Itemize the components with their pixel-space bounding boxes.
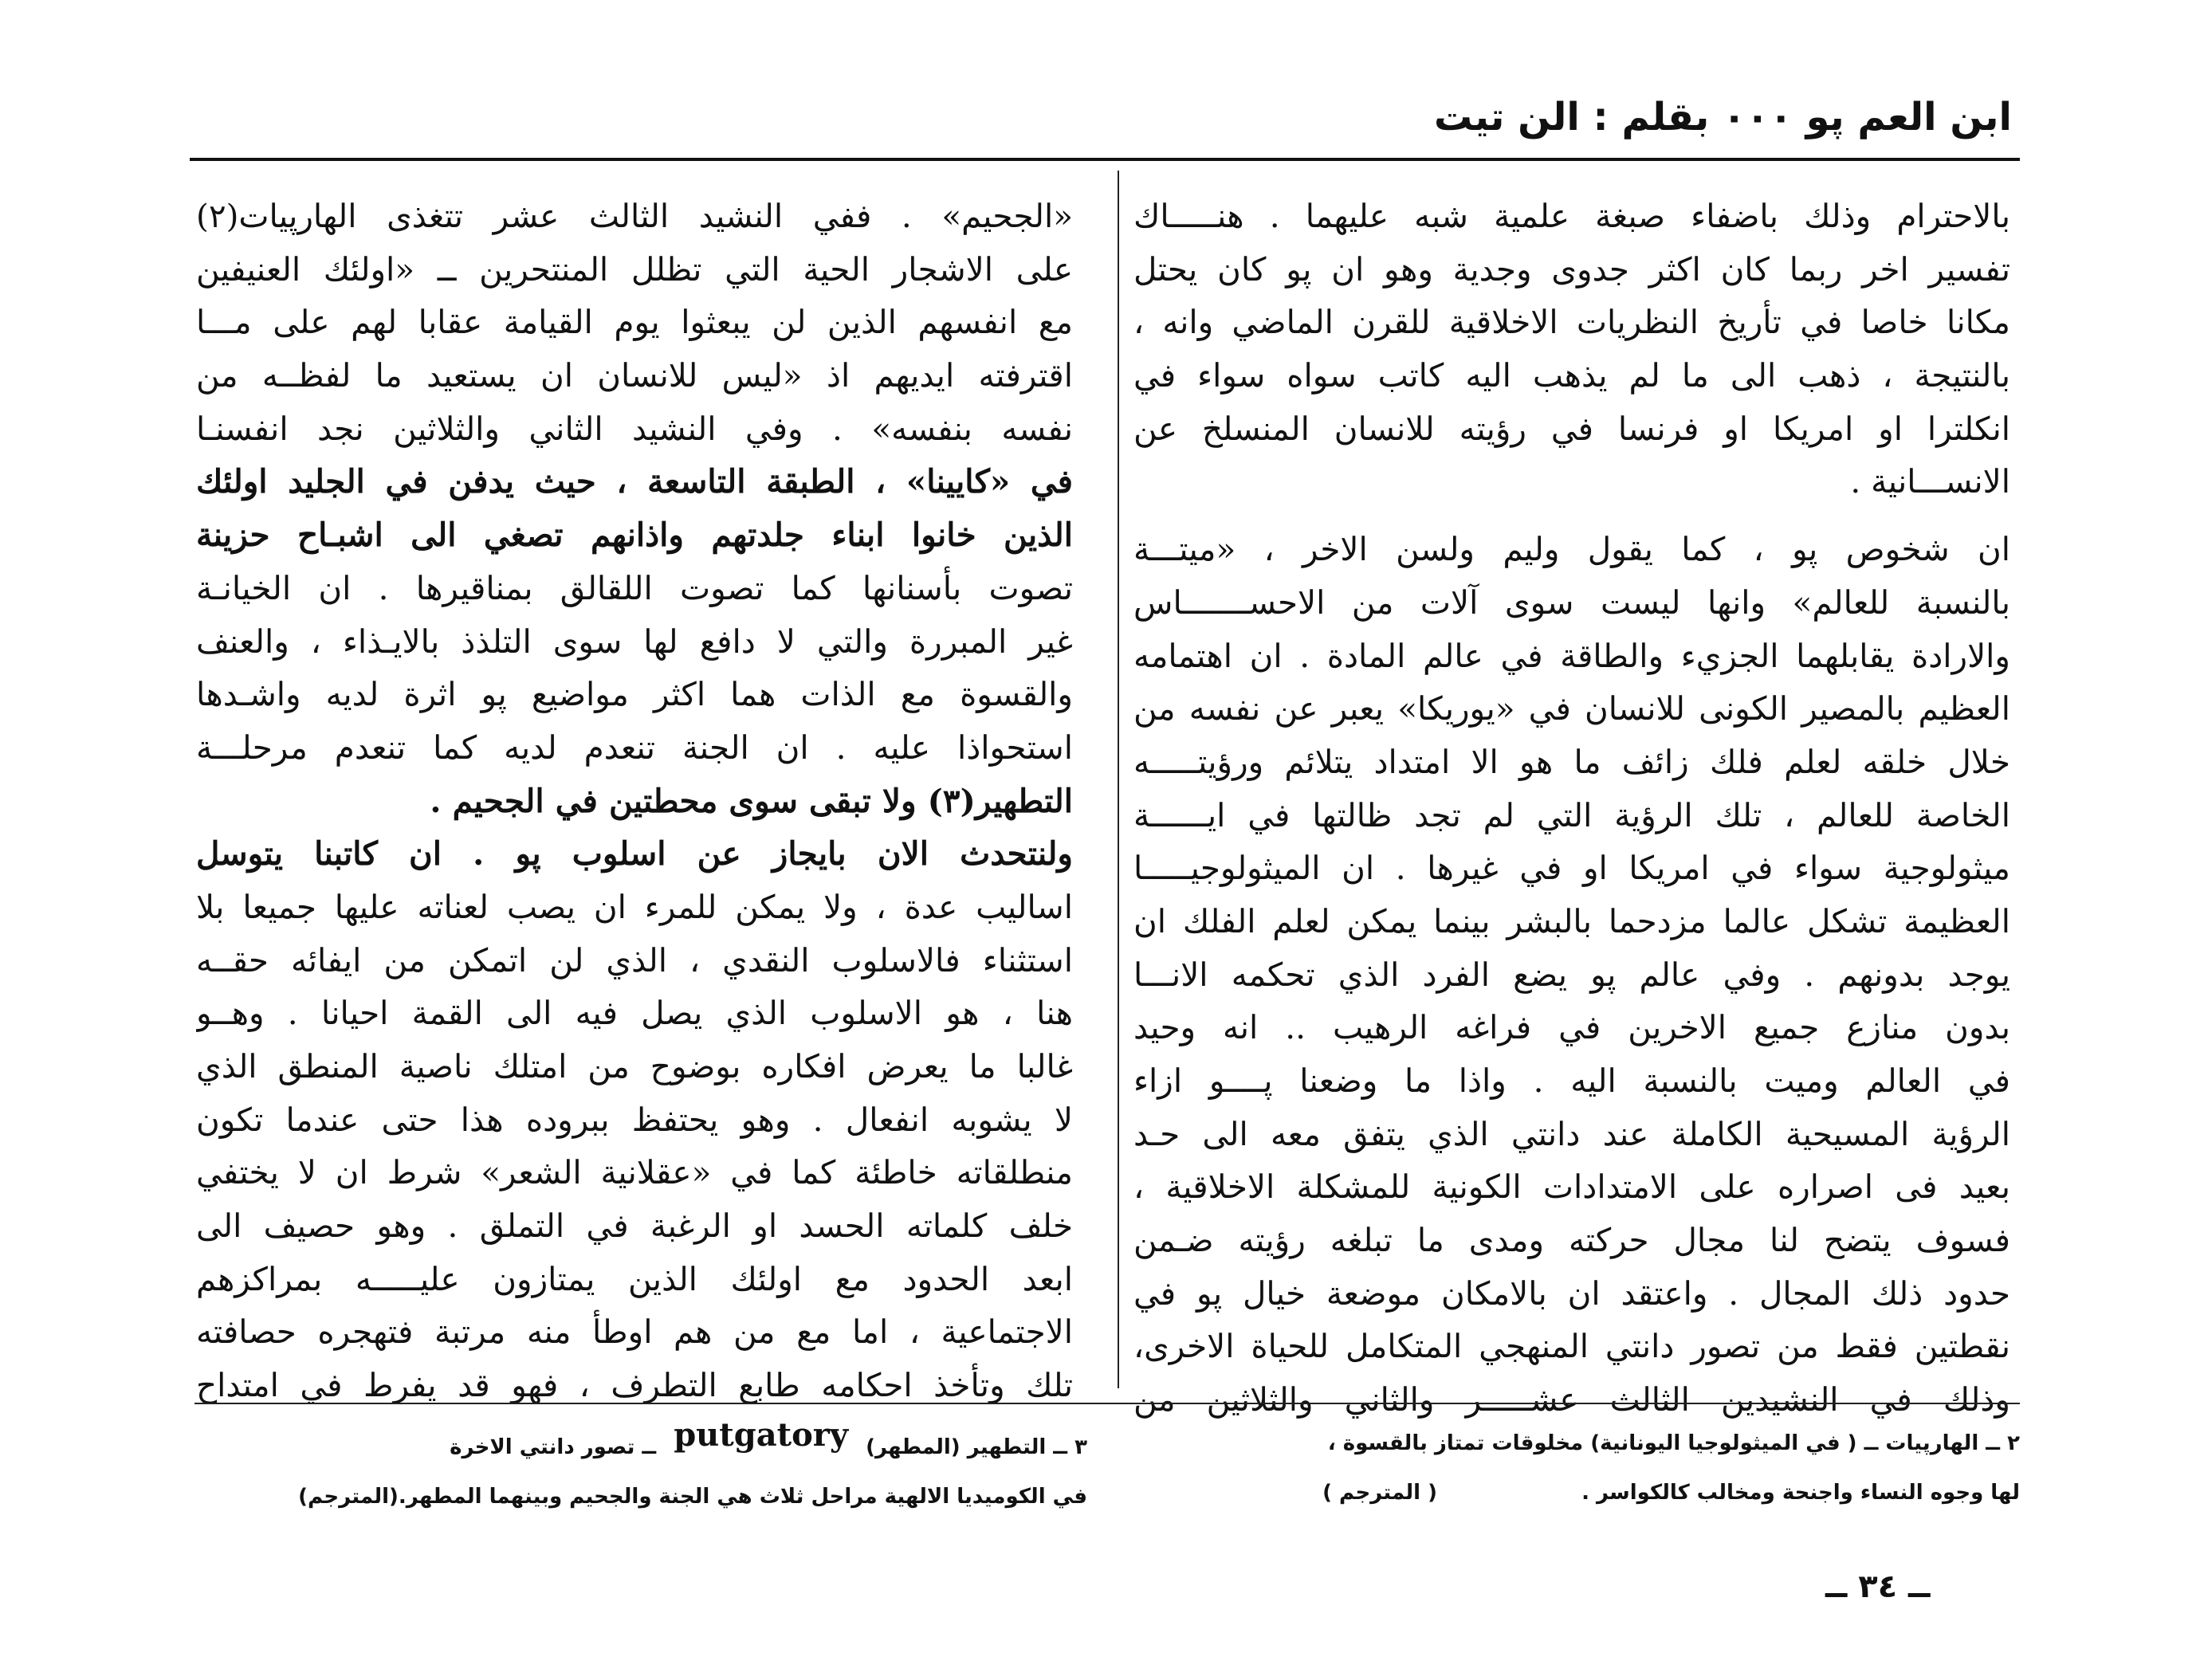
footnote-line: ٢ ــ الهارپيات ــ ( في الميثولوجيا اليونانية) مخلوقات تمتاز بالقسوة ، bbox=[1327, 1431, 2020, 1455]
text-line: والقسوة مع الذات هما اكثر مواضيع پو اثرة لديه واشـدها bbox=[196, 675, 1073, 714]
text-line: الاجتماعية ، اما مع من هم اوطأ منه مرتبة فتهجره حصافته bbox=[196, 1313, 1073, 1352]
text-line: اقترفته ايديهم اذ «ليس للانسان ان يستعيد ما لفظــه من bbox=[196, 356, 1073, 395]
text-line: الرؤية المسيحية الكاملة عند دانتي الذي يتفق معه الى حـد bbox=[1133, 1114, 2010, 1153]
text-line: «الجحيم» . ففي النشيد الثالث عشر تتغذى الهارپيات(٢) bbox=[196, 197, 1073, 235]
text-line: وذلك في النشيدين الثالث عشـــــر والثاني والثلاثين من bbox=[1133, 1380, 2010, 1419]
text-line: والارادة يقابلهما الجزيء والطاقة في عالم المادة . ان اهتمامه bbox=[1133, 636, 2010, 675]
text-line: بالنتيجة ، ذهب الى ما لم يذهب اليه كاتب سواه سواء في bbox=[1133, 356, 2010, 395]
text-line: لا يشوبه انفعال . وهو يحتفظ ببروده هذا حتى عندما تكون bbox=[196, 1100, 1073, 1139]
translator-note: ( المترجم ) bbox=[1322, 1481, 1438, 1505]
text-line: ان شخوص پو ، كما يقول وليم ولسن الاخر ، «ميتـــة bbox=[1133, 530, 2010, 569]
text-line: العظيم بالمصير الكونى للانسان في «يوريكا» يعبر عن نفسه من bbox=[1133, 689, 2010, 728]
article-title: ابن العم پو ٠٠٠ بقلم : الن تيت bbox=[1434, 95, 2012, 139]
footnote-line bbox=[1127, 1468, 2020, 1517]
footnotes bbox=[194, 1416, 2020, 1530]
header-rule bbox=[190, 158, 2020, 161]
text-line: نفسه بنفسه» . وفي النشيد الثاني والثلاثين نجد انفسنـا bbox=[196, 409, 1073, 448]
left-column bbox=[196, 190, 1073, 1412]
text-line: مع انفسهم الذين لن يبعثوا يوم القيامة عقابا لهم على مـــا bbox=[196, 303, 1073, 342]
text-line: نقطتين فقط من تصور دانتي المنهجي المتكامل للحياة الاخرى، bbox=[1133, 1327, 2010, 1366]
text-line: بالاحترام وذلك باضفاء صبغة علمية شبه عليهما . هنـــــاك bbox=[1133, 197, 2010, 235]
text-line: غير المبررة والتي لا دافع لها سوى التلذذ بالايـذاء ، والعنف bbox=[196, 622, 1073, 661]
text-line: الذين خانوا ابناء جلدتهم واذانهم تصغي الى اشبـاح حزينة bbox=[196, 516, 1073, 555]
text-line: تلك وتأخذ احكامه طابع التطرف ، فهو قد يفرط في امتداح bbox=[196, 1366, 1073, 1405]
text-line: العظيمة تشكل عالما مزدحما بالبشر بينما يمكن لعلم الفلك ان bbox=[1133, 901, 2010, 940]
text-line: ميثولوجية سواء في امريكا او في غيرها . ان الميثولوجيـــــا bbox=[1133, 849, 2010, 888]
text-line: ولنتحدث الان بايجاز عن اسلوب پو . ان كاتبنا يتوسل bbox=[196, 834, 1073, 873]
text-line: خلال خلقه لعلم فلك زائف ما هو الا امتداد يتلائم ورؤيتـــــه bbox=[1133, 742, 2010, 781]
text-line: التطهير(٣) ولا تبقى سوى محطتين في الجحيم . bbox=[430, 781, 1073, 820]
text-line: مكانا خاصا في تأريخ النظريات الاخلاقية للقرن الماضي وانه ، bbox=[1133, 303, 2010, 342]
column-divider bbox=[1118, 171, 1119, 1388]
footnote-3 bbox=[194, 1416, 1087, 1521]
text-line: تفسير اخر ربما كان اكثر جدوى وجدية وهو ان پو كان يحتل bbox=[1133, 249, 2010, 289]
footnote-line: في الكوميديا الالهية مراحل ثلاث هي الجنة والجحيم وبينهما المطهر.(المترجم) bbox=[298, 1485, 1087, 1509]
right-column bbox=[1133, 190, 2010, 1427]
text-line: الخاصة للعالم ، تلك الرؤية التي لم تجد ظالتها في ايــــــة bbox=[1133, 795, 2010, 834]
text-line: بعيد فى اصراره على الامتدادات الكونية للمشكلة الاخلاقية ، bbox=[1133, 1168, 2010, 1207]
footnote-text: ــ تصور دانتي الاخرة bbox=[450, 1435, 657, 1459]
footnote-prefix: ٣ ــ التطهير (المطهر) bbox=[866, 1435, 1087, 1459]
text-line: استحواذا عليه . ان الجنة تنعدم لديه كما تنعدم مرحلـــة bbox=[196, 728, 1073, 767]
text-line: اساليب عدة ، ولا يمكن للمرء ان يصب لعناته عليها جميعا بلا bbox=[196, 887, 1073, 926]
text-line: الانســـانية . bbox=[1850, 462, 2010, 501]
text-line: على الاشجار الحية التي تظلل المنتحرين ــ «اولئك العنيفين bbox=[196, 249, 1073, 289]
footnote-rule bbox=[194, 1403, 2020, 1404]
text-line: تصوت بأسنانها كما تصوت اللقالق بمناقيرها . ان الخيانـة bbox=[196, 568, 1073, 607]
text-line: انكلترا او امريكا او فرنسا في رؤيته للانسان المنسلخ عن bbox=[1133, 409, 2010, 448]
text-line: حدود ذلك المجال . واعتقد ان بالامكان موضعة خيال پو في bbox=[1133, 1274, 2010, 1313]
text-line: منطلقاته خاطئة كما في «عقلانية الشعر» شرط ان لا يختفي bbox=[196, 1153, 1073, 1192]
text-line: بدون منازع جميع الاخرين في فراغه الرهيب .. انه وحيد bbox=[1133, 1008, 2010, 1047]
footnote-2 bbox=[1127, 1419, 2020, 1517]
paragraph-gap bbox=[1133, 508, 2010, 523]
footnote-text: لها وجوه النساء واجنحة ومخالب كالكواسر . bbox=[1581, 1481, 2020, 1505]
footnote-line bbox=[194, 1416, 1087, 1472]
page-number: ــ ٣٤ ــ bbox=[1825, 1568, 1931, 1605]
text-line: في «كايينا» ، الطبقة التاسعة ، حيث يدفن في الجليد اولئك bbox=[196, 462, 1073, 501]
text-line: غالبا ما يعرض افكاره بوضوح من امتلك ناصية المنطق الذي bbox=[196, 1047, 1073, 1085]
text-line: ابعد الحدود مع اولئك الذين يمتازون عليـــــه بمراكزهم bbox=[196, 1259, 1073, 1298]
text-line: فسوف يتضح لنا مجال حركته ومدى ما تبلغه رؤيته ضـمن bbox=[1133, 1221, 2010, 1260]
text-line: خلف كلماته الحسد او الرغبة في التملق . وهو حصيف الى bbox=[196, 1207, 1073, 1246]
text-line: بالنسبة للعالم» وانها ليست سوى آلات من الاحســـــــاس bbox=[1133, 583, 2010, 622]
text-line: في العالم وميت بالنسبة اليه . واذا ما وضعنا پــــو ازاء bbox=[1133, 1062, 2010, 1100]
text-line: هنا ، هو الاسلوب الذي يصل فيه الى القمة احيانا . وهــو bbox=[196, 994, 1073, 1033]
latin-term: putgatory bbox=[674, 1416, 849, 1454]
text-line: يوجد بدونهم . وفي عالم پو يضع الفرد الذي تحكمه الانـــا bbox=[1133, 955, 2010, 994]
text-line: استثناء فالاسلوب النقدي ، الذي لن اتمكن من ايفائه حقــه bbox=[196, 940, 1073, 979]
